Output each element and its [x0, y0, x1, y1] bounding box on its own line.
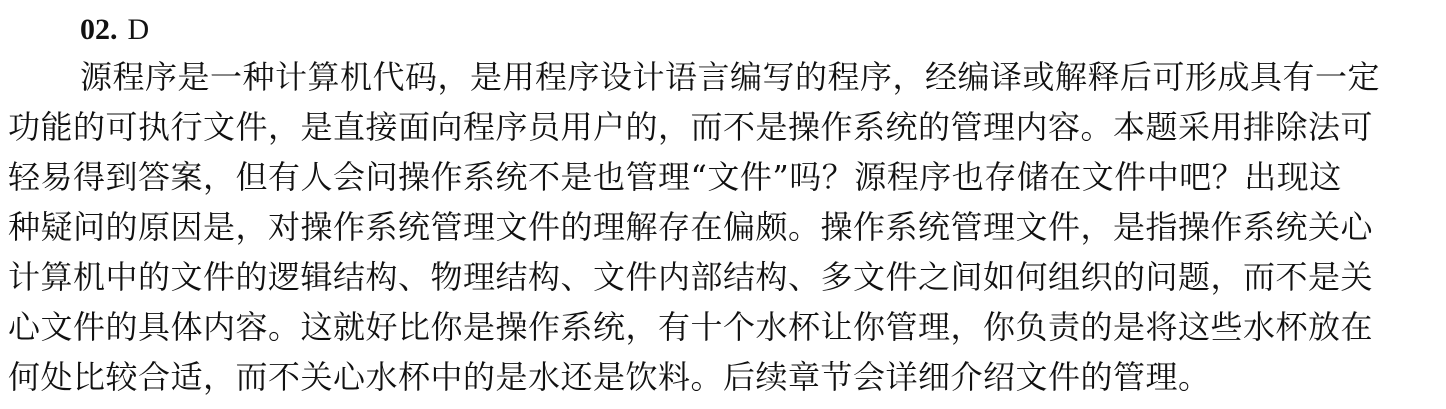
explanation-line: 种疑问的原因是，对操作系统管理文件的理解存在偏颇。操作系统管理文件，是指操作系统关心	[8, 208, 1374, 246]
explanation-line: 心文件的具体内容。这就好比你是操作系统，有十个水杯让你管理，你负责的是将这些水杯放在	[8, 308, 1374, 346]
explanation-line: 计算机中的文件的逻辑结构、物理结构、文件内部结构、多文件之间如何组织的问题，而不是关	[8, 258, 1374, 296]
explanation-line: 源程序是一种计算机代码，是用程序设计语言编写的程序，经编译或解释后可形成具有一定	[80, 58, 1381, 96]
question-heading	[80, 8, 149, 52]
explanation-line: 何处比较合适，而不关心水杯中的是水还是饮料。后续章节会详细介绍文件的管理。	[8, 358, 1211, 396]
question-number-separator: .	[110, 13, 118, 46]
explanation-line: 轻易得到答案，但有人会问操作系统不是也管理“文件”吗？源程序也存储在文件中吧？出现这	[8, 158, 1342, 196]
answer-choice: D	[127, 13, 150, 46]
explanation-line: 功能的可执行文件，是直接面向程序员用户的，而不是操作系统的管理内容。本题采用排除法可	[8, 108, 1374, 146]
question-number: 02	[80, 13, 110, 46]
